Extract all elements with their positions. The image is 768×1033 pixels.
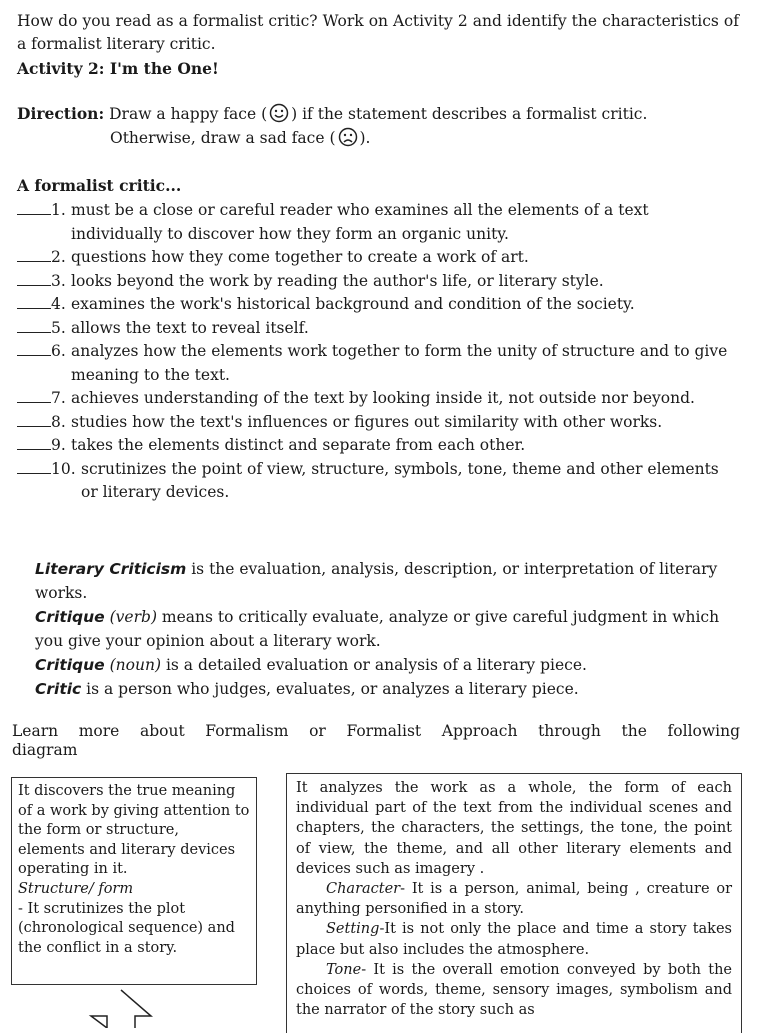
direction-text-2: Otherwise, draw a sad face ( <box>110 129 336 147</box>
list-item: 1. must be a close or careful reader who examines all the elements of a text individually to discover how they form an organic unity. <box>17 199 737 246</box>
answer-blank[interactable] <box>17 411 51 427</box>
answer-blank[interactable] <box>17 293 51 309</box>
list-subheading: A formalist critic... <box>17 176 182 195</box>
answer-blank[interactable] <box>17 246 51 262</box>
box-right-text: It analyzes the work as a whole, the form of each individual part of the text from the individual scenes and chapters, the characters, the settings, the tone, the point of view, the theme, and all other literary elements and devices such as imagery . <box>296 780 732 877</box>
definition-critic: Critic is a person who judges, evaluates, or analyzes a literary piece. <box>35 680 579 698</box>
definition-critique-verb: Critique (verb) means to critically evaluate, analyze or give careful judgment in which you give your opinion about a literary work. <box>35 608 720 650</box>
sad-face-icon <box>338 127 358 147</box>
definition-literary-criticism: Literary Criticism is the evaluation, analysis, description, or interpretation of literary works. <box>35 560 718 602</box>
list-item: 3. looks beyond the work by reading the author's life, or literary style. <box>17 270 737 294</box>
intro-paragraph: How do you read as a formalist critic? Work on Activity 2 and identify the characteristics of a formalist literary critic. <box>17 12 739 53</box>
definitions <box>35 557 741 701</box>
list-item: 4. examines the work's historical background and condition of the society. <box>17 293 737 317</box>
answer-blank[interactable] <box>17 199 51 215</box>
answer-blank[interactable] <box>17 387 51 403</box>
direction-text-2b: ). <box>359 129 371 147</box>
learn-more-line-2: diagram <box>12 741 78 759</box>
box-right-tone: Tone- It is the overall emotion conveyed by both the choices of words, theme, sensory images, symbolism and the narrator of the story such as <box>296 961 732 1019</box>
box-left-bullet: - It scrutinizes the plot (chronological sequence) and the conflict in a story. <box>18 900 235 956</box>
answer-blank[interactable] <box>17 270 51 286</box>
direction-line-2 <box>110 127 370 147</box>
definition-critique-noun: Critique (noun) is a detailed evaluation or analysis of a literary piece. <box>35 656 587 674</box>
list-item: 7. achieves understanding of the text by looking inside it, not outside nor beyond. <box>17 387 737 411</box>
list-item: 2. questions how they come together to create a work of art. <box>17 246 737 270</box>
direction-line-1 <box>17 103 647 123</box>
direction-text-1: Draw a happy face ( <box>109 105 268 123</box>
list-item: 8. studies how the text's influences or figures out similarity with other works. <box>17 411 737 435</box>
box-left-text: It discovers the true meaning of a work by giving attention to the form or structure, elements and literary devices operating in it. <box>18 783 250 878</box>
answer-blank[interactable] <box>17 458 51 474</box>
learn-more-line: Learn more about Formalism or Formalist Approach through the following <box>12 722 740 740</box>
box-left-subhead: Structure/ form <box>18 880 134 897</box>
list-item: 9. takes the elements distinct and separate from each other. <box>17 434 737 458</box>
answer-blank[interactable] <box>17 340 51 356</box>
box-right-setting: Setting-It is not only the place and time a story takes place but also includes the atmosphere. <box>296 921 732 958</box>
diagram-box-right <box>286 773 742 1033</box>
answer-blank[interactable] <box>17 317 51 333</box>
list-item: 5. allows the text to reveal itself. <box>17 317 737 341</box>
up-arrow-icon <box>88 988 154 1028</box>
direction-label: Direction: <box>17 104 105 123</box>
statement-list <box>17 199 737 505</box>
list-item: 10. scrutinizes the point of view, structure, symbols, tone, theme and other elements or literary devices. <box>17 458 737 505</box>
happy-face-icon <box>269 103 289 123</box>
diagram-box-left <box>11 777 257 985</box>
direction-text-1b: ) if the statement describes a formalist critic. <box>291 105 648 123</box>
box-right-character: Character- It is a person, animal, being , creature or anything personified in a story. <box>296 881 732 918</box>
activity-title: Activity 2: I'm the One! <box>17 59 219 78</box>
list-item: 6. analyzes how the elements work together to form the unity of structure and to give meaning to the text. <box>17 340 737 387</box>
answer-blank[interactable] <box>17 434 51 450</box>
